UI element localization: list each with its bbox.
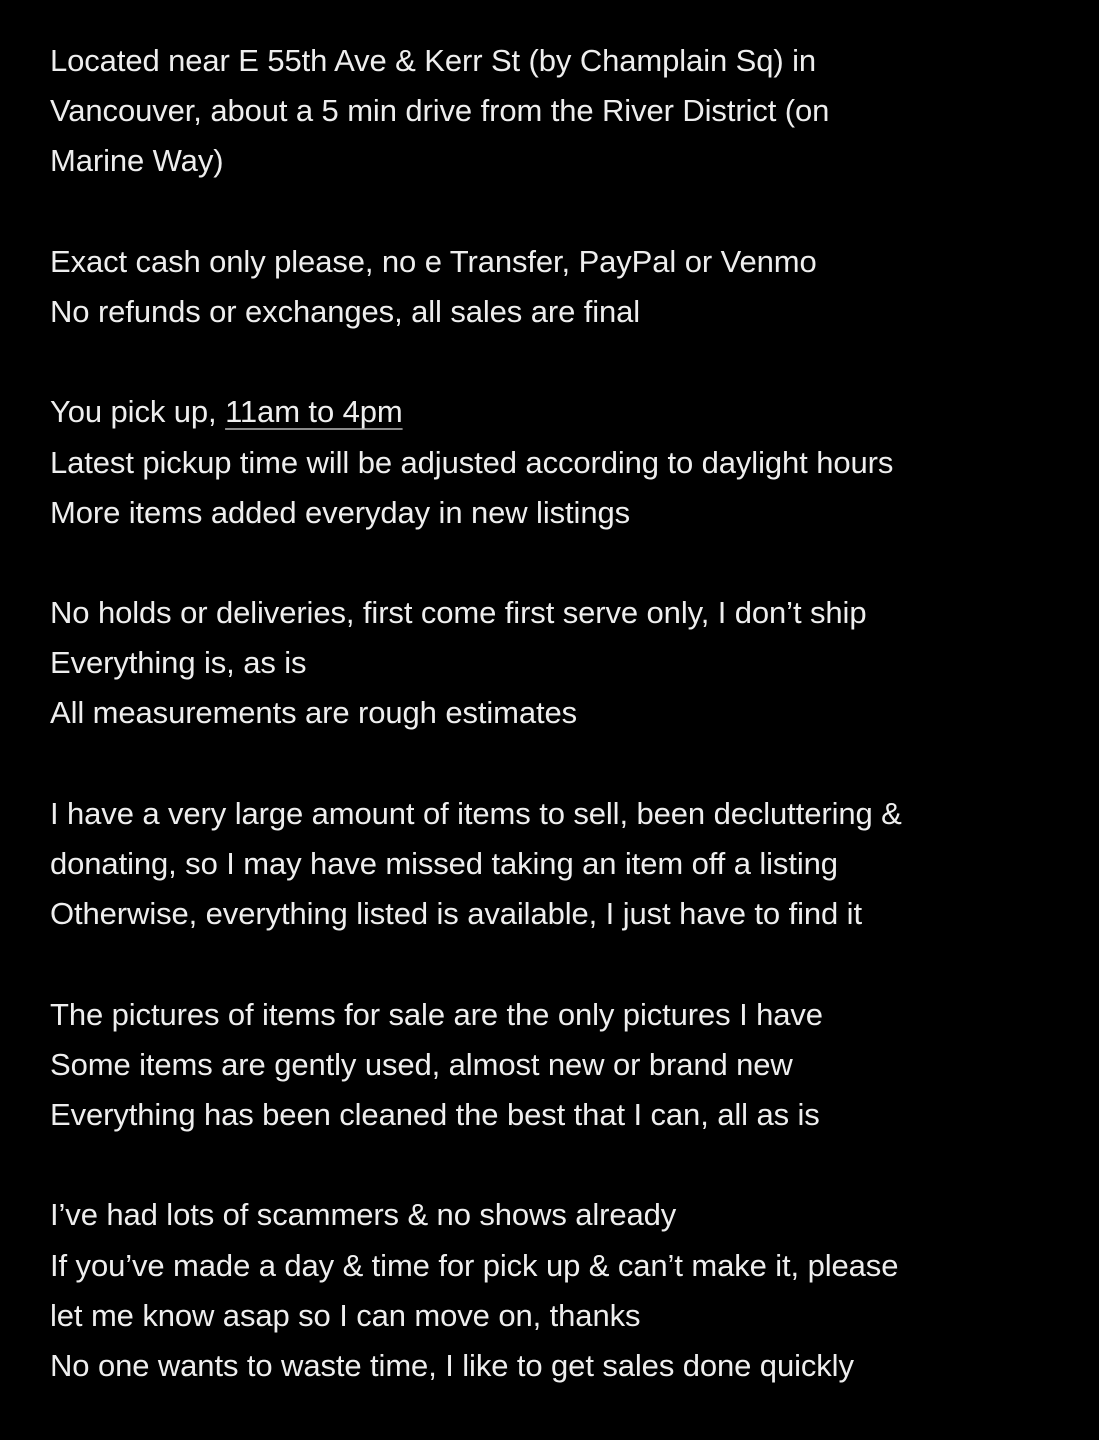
text-line: I have a very large amount of items to sell, been decluttering & [50,795,902,831]
pickup-prefix: You pick up, [50,394,226,430]
text-line: Located near E 55th Ave & Kerr St (by Champlain Sq) in [50,43,817,78]
pickup-time-link[interactable]: 11am to 4pm [225,394,403,430]
text-line: No refunds or exchanges, all sales are final [50,293,641,329]
text-line: Marine Way) [50,143,224,179]
paragraph-location [50,36,1080,187]
text-line: No holds or deliveries, first come first serve only, I don’t ship [50,595,867,631]
note-text [50,36,1080,1391]
paragraph-gap [50,739,1080,789]
text-line: Everything has been cleaned the best that I can, all as is [50,1096,820,1132]
paragraph-gap [50,1140,1080,1190]
paragraph-gap [50,538,1080,588]
text-line: Vancouver, about a 5 min drive from the River District (on [50,93,830,129]
paragraph-gap [50,187,1080,237]
paragraph-inventory [50,789,1080,940]
paragraph-gap [50,939,1080,989]
paragraph-gap [50,337,1080,387]
text-line: The pictures of items for sale are the only pictures I have [50,996,823,1032]
text-line [50,387,1080,437]
text-line: No one wants to waste time, I like to get sales done quickly [50,1347,854,1383]
text-line: Otherwise, everything listed is available, I just have to find it [50,896,862,932]
paragraph-no-shows [50,1190,1080,1391]
paragraph-holds [50,588,1080,739]
text-line: I’ve had lots of scammers & no shows already [50,1197,677,1233]
text-line: If you’ve made a day & time for pick up & can’t make it, please [50,1247,899,1283]
text-line: More items added everyday in new listings [50,494,631,530]
text-line: let me know asap so I can move on, thanks [50,1297,641,1333]
text-line: Latest pickup time will be adjusted according to daylight hours [50,444,894,480]
text-line: Exact cash only please, no e Transfer, PayPal or Venmo [50,243,817,279]
text-line: All measurements are rough estimates [50,695,578,731]
text-line: donating, so I may have missed taking an item off a listing [50,846,838,881]
paragraph-pickup [50,387,1080,538]
paragraph-condition [50,990,1080,1141]
text-line: Everything is, as is [50,645,307,681]
paragraph-payment [50,237,1080,337]
text-line: Some items are gently used, almost new or brand new [50,1046,793,1082]
